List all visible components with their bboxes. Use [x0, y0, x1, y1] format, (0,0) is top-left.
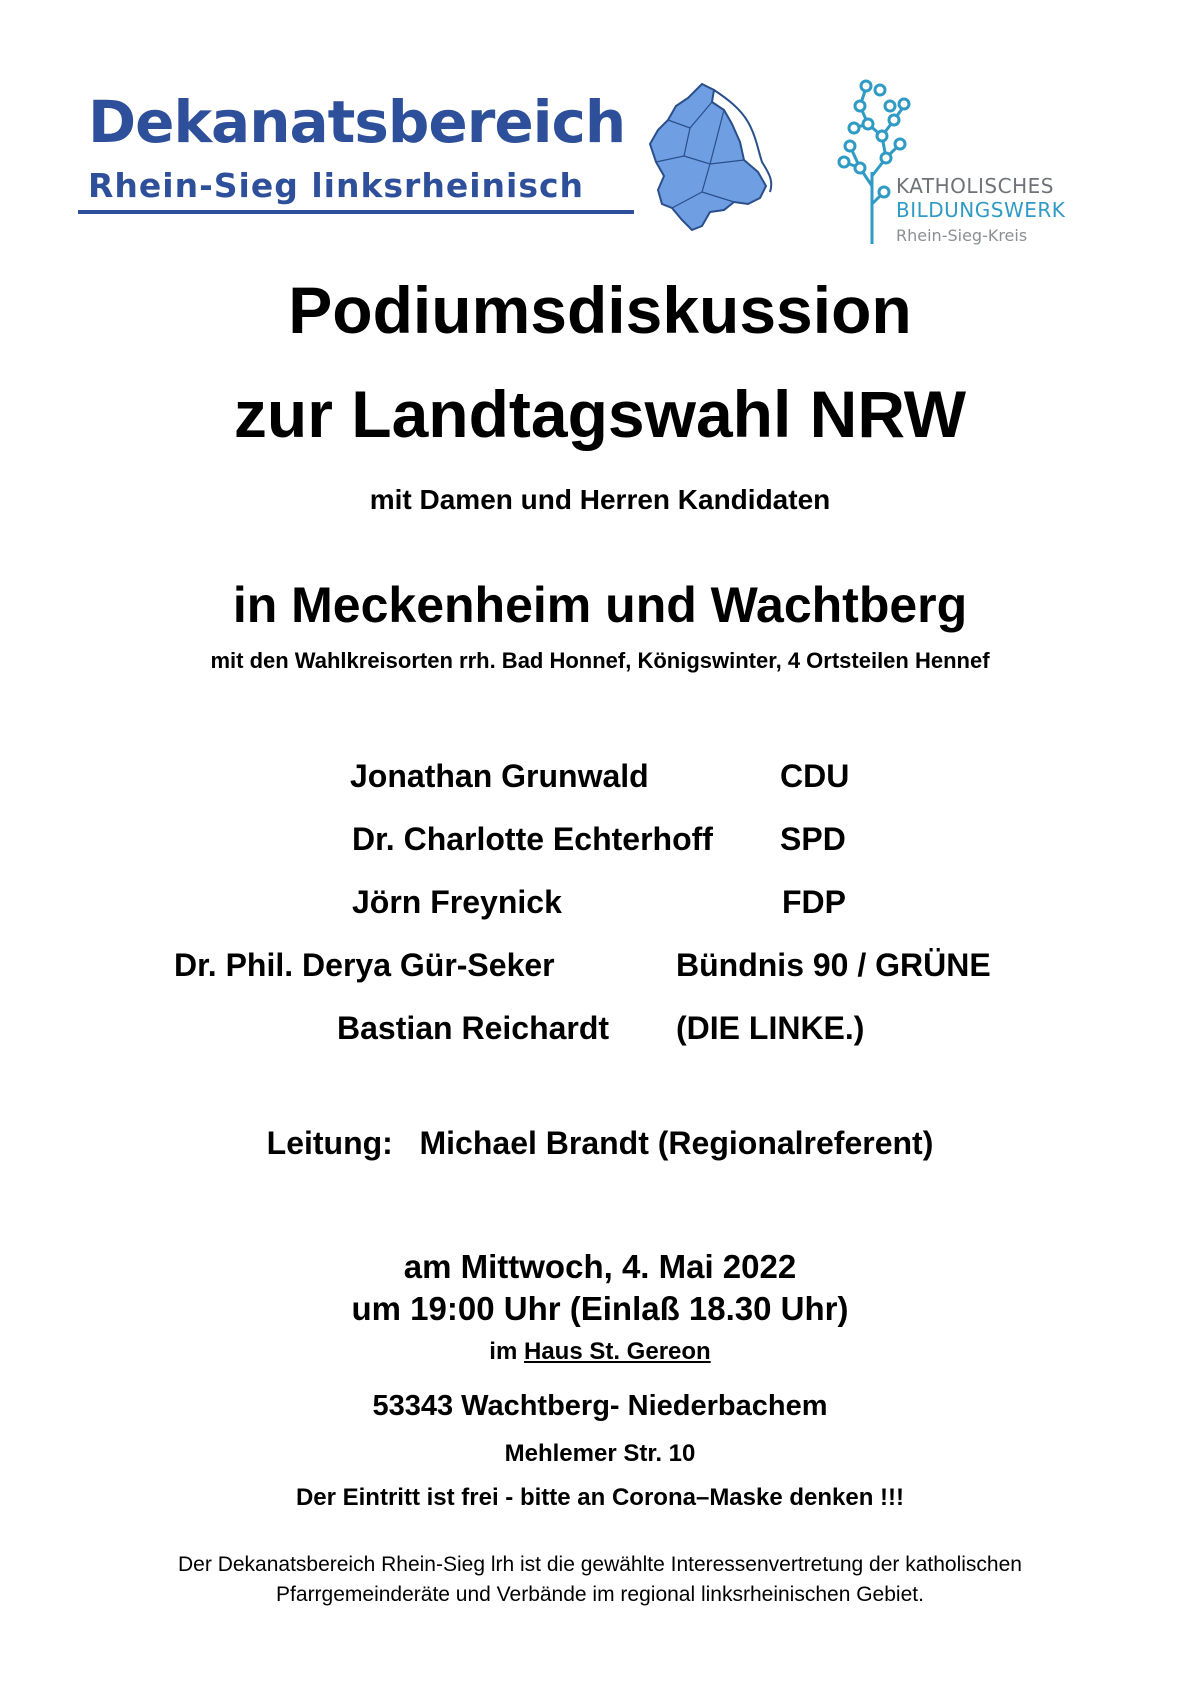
event-venue-line	[0, 1338, 1200, 1366]
event-date: am Mittwoch, 4. Mai 2022	[403, 1248, 797, 1285]
candidate-party: SPD	[780, 821, 846, 857]
candidate-name: Jonathan Grunwald	[350, 758, 649, 794]
dekanat-title: Dekanatsbereich	[88, 88, 626, 156]
event-note: Der Eintritt ist frei - bitte an Corona–Maske denken !!!	[295, 1484, 905, 1511]
region-map-icon	[640, 80, 780, 240]
event-time: um 19:00 Uhr (Einlaß 18.30 Uhr)	[351, 1290, 849, 1327]
footer-line-1: Der Dekanatsbereich Rhein-Sieg lrh ist die gewählte Interessenvertretung der katholischen	[178, 1553, 1022, 1576]
candidate-party: FDP	[782, 884, 846, 920]
title-subtitle: mit Damen und Herren Kandidaten	[369, 484, 831, 515]
candidate-party: Bündnis 90 / GRÜNE	[676, 947, 991, 983]
location-detail: mit den Wahlkreisorten rrh. Bad Honnef, Königswinter, 4 Ortsteilen Hennef	[210, 648, 990, 673]
candidate-party: (DIE LINKE.)	[676, 1010, 865, 1046]
venue-name: Haus St. Gereon	[523, 1338, 711, 1365]
candidate-name: Jörn Freynick	[352, 884, 562, 920]
dekanat-subtitle: Rhein-Sieg linksrheinisch	[88, 166, 585, 205]
page-title-line-1: Podiumsdiskussion	[288, 273, 912, 347]
footer-line-2: Pfarrgemeinderäte und Verbände im regional linksrheinischen Gebiet.	[276, 1583, 924, 1606]
candidate-name: Bastian Reichardt	[337, 1010, 610, 1046]
event-street: Mehlemer Str. 10	[504, 1440, 696, 1467]
candidate-name: Dr. Phil. Derya Gür-Seker	[174, 947, 555, 983]
candidate-party: CDU	[780, 758, 850, 794]
venue-prefix: im	[489, 1338, 518, 1365]
bildungswerk-line-3: Rhein-Sieg-Kreis	[896, 226, 1028, 245]
page-title-line-2: zur Landtagswahl NRW	[233, 377, 967, 451]
moderation-line	[0, 1125, 1200, 1162]
moderation-person: Michael Brandt (Regionalreferent)	[419, 1125, 934, 1161]
location-heading: in Meckenheim und Wachtberg	[232, 577, 968, 633]
bildungswerk-line-2: BILDUNGSWERK	[896, 198, 1066, 222]
dekanat-underline	[78, 210, 634, 214]
candidate-name: Dr. Charlotte Echterhoff	[352, 821, 713, 857]
bildungswerk-line-1: KATHOLISCHES	[896, 174, 1054, 198]
event-city: 53343 Wachtberg- Niederbachem	[372, 1390, 828, 1422]
footer-text	[0, 1550, 1200, 1610]
moderation-label: Leitung:	[266, 1125, 393, 1161]
